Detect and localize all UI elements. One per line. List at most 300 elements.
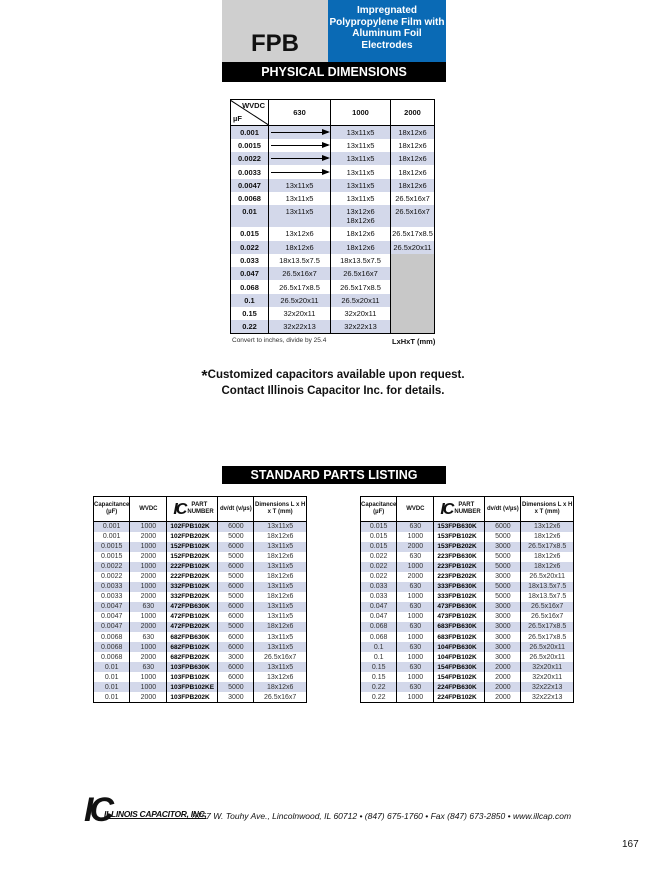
dvdt-cell: 3000	[218, 692, 254, 702]
dimension-cell: 13x12x6	[269, 227, 331, 240]
dimensions-cell: 13x11x5	[254, 542, 307, 552]
part-number-cell: 103FPB630K	[167, 662, 218, 672]
capacitance-cell: 0.068	[361, 622, 397, 632]
dimension-row	[231, 165, 435, 178]
part-row	[361, 532, 574, 542]
wvdc-header: WVDC	[397, 497, 434, 522]
wvdc-cell: 2000	[130, 622, 167, 632]
asterisk: *	[201, 368, 208, 385]
dvdt-cell: 5000	[485, 562, 521, 572]
part-row	[361, 592, 574, 602]
wvdc-cell: 1000	[397, 692, 434, 702]
dvdt-cell: 6000	[218, 542, 254, 552]
dvdt-cell: 3000	[485, 632, 521, 642]
wvdc-cell: 1000	[130, 672, 167, 682]
wvdc-cell: 630	[397, 522, 434, 532]
dimension-cell: 26.5x16x7	[331, 267, 391, 280]
wvdc-cell: 630	[130, 602, 167, 612]
capacitance-cell: 0.01	[104, 673, 119, 681]
dvdt-cell: 2000	[485, 692, 521, 702]
ic-logo-icon: IC	[173, 500, 186, 518]
part-row	[361, 642, 574, 652]
dimensions-cell: 18x12x6	[254, 622, 307, 632]
dimensions-cell: 32x20x11	[521, 662, 574, 672]
desc-line: Impregnated	[356, 5, 417, 16]
dvdt-cell: 5000	[485, 592, 521, 602]
capacitance-cell: 0.015	[240, 229, 259, 239]
wvdc-cell: 630	[397, 682, 434, 692]
dimensions-cell: 18x12x6	[254, 682, 307, 692]
dimensions-cell: 32x22x13	[521, 682, 574, 692]
capacitance-cell: 0.022	[369, 573, 388, 581]
dimension-cell: 18x13.5x7.5	[331, 254, 391, 267]
part-number-cell: 222FPB102K	[167, 562, 218, 572]
capacitance-cell: 0.047	[231, 267, 269, 280]
convert-note: Convert to inches, divide by 25.4	[232, 337, 327, 344]
wvdc-cell: 1000	[397, 532, 434, 542]
capacitance-cell: 0.033	[361, 582, 397, 592]
wvdc-cell: 630	[397, 552, 434, 562]
dimension-cell: 26.5x17x8.5	[331, 280, 391, 293]
dimension-cell	[269, 152, 331, 165]
dimension-cell: 13x11x5	[331, 179, 391, 192]
wvdc-cell: 1000	[397, 652, 434, 662]
dvdt-cell: 5000	[485, 532, 521, 542]
note-line: Contact Illinois Capacitor Inc. for details.	[221, 385, 445, 397]
col-1000: 1000	[331, 100, 391, 126]
col-630: 630	[269, 100, 331, 126]
wvdc-cell: 1000	[397, 672, 434, 682]
dimensions-cell: 13x11x5	[254, 602, 307, 612]
wvdc-cell: 1000	[130, 642, 167, 652]
dimension-row	[231, 254, 435, 267]
dimension-row	[231, 241, 435, 254]
part-number-cell: 223FPB102K	[434, 562, 485, 572]
dimension-cell: 13x11x5	[269, 179, 331, 192]
dimensions-cell: 13x11x5	[254, 522, 307, 532]
dimension-cell: 18x12x6	[391, 126, 435, 139]
dimensions-cell: 13x11x5	[254, 632, 307, 642]
capacitance-cell: 0.015	[361, 522, 397, 532]
part-number-cell: 152FPB102K	[167, 542, 218, 552]
part-row	[94, 572, 307, 582]
dvdt-cell: 6000	[218, 562, 254, 572]
physical-dimensions-heading: PHYSICAL DIMENSIONS	[222, 62, 446, 82]
desc-line: Polypropylene Film with	[329, 16, 445, 28]
part-row	[361, 602, 574, 612]
dimensions-header: Dimensions L x H x T (mm)	[254, 497, 307, 522]
dimension-cell: 18x12x6	[391, 179, 435, 192]
part-row	[94, 522, 307, 532]
dimension-cell: 32x22x13	[269, 320, 331, 333]
dimension-cell: 13x11x5	[331, 139, 391, 152]
dimension-cell	[391, 280, 435, 293]
dvdt-cell: 2000	[485, 672, 521, 682]
capacitance-cell: 0.0033	[94, 582, 130, 592]
part-row	[361, 662, 574, 672]
part-number-cell: 333FPB102K	[434, 592, 485, 602]
part-row	[94, 682, 307, 692]
capacitance-cell: 0.0047	[94, 602, 130, 612]
dimensions-cell: 26.5x20x11	[521, 572, 574, 582]
part-row	[361, 582, 574, 592]
dimensions-cell: 18x12x6	[521, 552, 574, 562]
part-number-cell: 153FPB630K	[434, 522, 485, 532]
part-number-cell: 153FPB102K	[434, 532, 485, 542]
dimensions-cell: 26.5x20x11	[521, 652, 574, 662]
wvdc-cell: 1000	[130, 612, 167, 622]
dvdt-cell: 6000	[218, 522, 254, 532]
parts-table-right	[360, 496, 574, 703]
dimension-cell	[391, 267, 435, 280]
corner-header	[231, 100, 269, 126]
capacitance-cell: 0.01	[104, 693, 119, 701]
dimension-cell	[331, 205, 391, 227]
dimension-cell: 26.5x20x11	[269, 294, 331, 307]
part-number-cell: 154FPB102K	[434, 672, 485, 682]
wvdc-cell: 2000	[130, 652, 167, 662]
part-number-cell: 472FPB202K	[167, 622, 218, 632]
wvdc-cell: 1000	[130, 682, 167, 692]
capacitance-cell: 0.022	[231, 241, 269, 254]
company-name: ILLINOIS CAPACITOR, INC.	[104, 809, 207, 819]
dvdt-cell: 6000	[218, 672, 254, 682]
capacitance-cell: 0.0022	[231, 152, 269, 165]
dvdt-cell: 6000	[218, 582, 254, 592]
standard-parts-heading: STANDARD PARTS LISTING	[222, 466, 446, 484]
capacitance-cell: 0.022	[361, 562, 397, 572]
dvdt-header: dv/dt (v/µs)	[218, 497, 254, 522]
dimensions-cell: 26.5x17x8.5	[521, 632, 574, 642]
part-row	[361, 672, 574, 682]
dimension-row	[231, 126, 435, 139]
dimension-row	[231, 139, 435, 152]
capacitance-cell: 0.0033	[100, 593, 123, 601]
dimension-cell	[391, 320, 435, 333]
dimension-option: 18x12x6	[346, 216, 375, 226]
part-number-cell: 102FPB202K	[167, 532, 218, 542]
dimension-row	[231, 179, 435, 192]
part-number-cell: 472FPB102K	[167, 612, 218, 622]
part-number-cell: 103FPB202K	[167, 692, 218, 702]
dimensions-cell: 18x12x6	[521, 562, 574, 572]
dimensions-cell: 26.5x17x8.5	[521, 542, 574, 552]
desc-line: Electrodes	[361, 39, 413, 51]
capacitance-cell: 0.0068	[100, 653, 123, 661]
capacitance-cell: 0.22	[361, 682, 397, 692]
dvdt-header: dv/dt (v/µs)	[485, 497, 521, 522]
part-number-cell: 682FPB202K	[167, 652, 218, 662]
dimension-cell	[269, 126, 331, 139]
part-number-header	[167, 497, 218, 522]
dimension-row	[231, 227, 435, 240]
part-number-cell: 333FPB630K	[434, 582, 485, 592]
note-line: Customized capacitors available upon request.	[207, 369, 465, 381]
capacitance-cell: 0.015	[361, 542, 397, 552]
dvdt-cell: 6000	[218, 612, 254, 622]
dimensions-table	[230, 99, 435, 334]
dvdt-cell: 6000	[218, 602, 254, 612]
part-row	[361, 542, 574, 552]
capacitance-cell: 0.1	[373, 653, 384, 661]
dimension-cell: 18x12x6	[331, 227, 391, 240]
dimension-cell: 26.5x16x7	[391, 205, 435, 227]
part-number-cell: 472FPB630K	[167, 602, 218, 612]
wvdc-cell: 630	[397, 642, 434, 652]
part-row	[94, 582, 307, 592]
dimension-cell: 18x12x6	[269, 241, 331, 254]
dvdt-cell: 5000	[485, 582, 521, 592]
capacitance-cell: 0.001	[231, 126, 269, 139]
part-number-header	[434, 497, 485, 522]
wvdc-cell: 1000	[397, 612, 434, 622]
dvdt-cell: 5000	[218, 532, 254, 542]
part-row	[94, 672, 307, 682]
dimension-cell	[391, 254, 435, 267]
dimension-cell: 32x20x11	[269, 307, 331, 320]
uf-label: µF	[233, 114, 242, 123]
company-address: 3757 W. Touhy Ave., Lincolnwood, IL 60712 • (847) 675-1760 • Fax (847) 673-2850 • www.illcap.com	[192, 811, 572, 821]
dvdt-cell: 6000	[218, 642, 254, 652]
arrow-right-icon	[271, 172, 328, 173]
dimensions-cell: 26.5x16x7	[521, 602, 574, 612]
dimensions-header: Dimensions L x H x T (mm)	[521, 497, 574, 522]
part-row	[94, 662, 307, 672]
page-number: 167	[622, 839, 639, 850]
dimensions-cell: 18x13.5x7.5	[521, 582, 574, 592]
dvdt-cell: 5000	[485, 552, 521, 562]
dimension-option: 13x12x6	[346, 207, 375, 217]
part-row	[361, 552, 574, 562]
dimension-cell: 26.5x20x11	[391, 241, 435, 254]
wvdc-cell: 1000	[130, 562, 167, 572]
ic-logo-mark: IC	[84, 791, 110, 829]
part-row	[361, 682, 574, 692]
dimension-row	[231, 267, 435, 280]
wvdc-label: WVDC	[242, 101, 265, 110]
part-number-cell: 683FPB102K	[434, 632, 485, 642]
dimension-cell	[391, 307, 435, 320]
part-number-cell: 153FPB202K	[434, 542, 485, 552]
dvdt-cell: 3000	[485, 602, 521, 612]
dimension-cell: 18x12x6	[391, 139, 435, 152]
series-code: FPB	[251, 30, 299, 57]
capacitance-cell: 0.0068	[100, 633, 123, 641]
part-row	[361, 562, 574, 572]
dimensions-cell: 13x11x5	[254, 642, 307, 652]
wvdc-cell: 630	[397, 582, 434, 592]
part-row	[94, 552, 307, 562]
dimensions-cell: 26.5x17x8.5	[521, 622, 574, 632]
dimension-cell: 26.5x17x8.5	[391, 227, 435, 240]
arrow-right-icon	[271, 158, 328, 159]
part-row	[361, 632, 574, 642]
capacitance-cell: 0.0047	[100, 613, 123, 621]
dimension-row	[231, 320, 435, 333]
capacitance-cell: 0.22	[231, 320, 269, 333]
wvdc-cell: 630	[397, 602, 434, 612]
part-number-label: PART NUMBER	[454, 502, 481, 515]
part-number-cell: 224FPB630K	[434, 682, 485, 692]
dimensions-cell: 13x11x5	[254, 612, 307, 622]
capacitance-cell: 0.0015	[94, 542, 130, 552]
wvdc-header: WVDC	[130, 497, 167, 522]
wvdc-cell: 2000	[130, 532, 167, 542]
part-row	[361, 572, 574, 582]
dimension-row	[231, 294, 435, 307]
wvdc-cell: 2000	[130, 592, 167, 602]
part-row	[94, 612, 307, 622]
wvdc-cell: 1000	[130, 582, 167, 592]
dvdt-cell: 3000	[485, 572, 521, 582]
dimension-cell: 18x12x6	[391, 152, 435, 165]
units-label: LxHxT (mm)	[392, 337, 436, 346]
part-number-cell: 683FPB630K	[434, 622, 485, 632]
capacitance-cell: 0.15	[361, 662, 397, 672]
part-row	[361, 652, 574, 662]
dimension-cell: 13x11x5	[331, 152, 391, 165]
dimension-row	[231, 307, 435, 320]
capacitance-cell: 0.033	[369, 593, 388, 601]
dimensions-cell: 18x12x6	[521, 532, 574, 542]
capacitance-cell: 0.047	[361, 602, 397, 612]
part-row	[361, 612, 574, 622]
dimension-cell: 26.5x17x8.5	[269, 280, 331, 293]
dimension-row	[231, 152, 435, 165]
part-number-cell: 224FPB102K	[434, 692, 485, 702]
part-row	[361, 692, 574, 702]
dimensions-cell: 13x12x6	[521, 522, 574, 532]
wvdc-cell: 630	[130, 632, 167, 642]
capacitance-cell: 0.0033	[238, 167, 261, 177]
dimensions-cell: 18x12x6	[254, 592, 307, 602]
capacitance-cell: 0.033	[240, 256, 259, 266]
wvdc-cell: 2000	[130, 552, 167, 562]
wvdc-cell: 2000	[397, 542, 434, 552]
wvdc-cell: 1000	[397, 632, 434, 642]
part-number-cell: 332FPB102K	[167, 582, 218, 592]
dvdt-cell: 6000	[218, 632, 254, 642]
part-number-cell: 102FPB102K	[167, 522, 218, 532]
capacitance-cell: 0.1	[361, 642, 397, 652]
dimension-cell: 13x11x5	[269, 192, 331, 205]
custom-note	[150, 368, 516, 399]
dimension-cell: 13x11x5	[269, 205, 331, 227]
part-number-cell: 223FPB630K	[434, 552, 485, 562]
part-row	[94, 532, 307, 542]
dimensions-cell: 26.5x16x7	[521, 612, 574, 622]
capacitance-cell: 0.0022	[100, 573, 123, 581]
part-number-cell: 103FPB102KE	[167, 682, 218, 692]
part-number-cell: 152FPB202K	[167, 552, 218, 562]
dimension-cell: 32x20x11	[331, 307, 391, 320]
part-number-cell: 682FPB630K	[167, 632, 218, 642]
capacitance-cell: 0.0068	[94, 642, 130, 652]
dvdt-cell: 3000	[485, 652, 521, 662]
arrow-right-icon	[271, 132, 328, 133]
dimensions-cell: 18x12x6	[254, 572, 307, 582]
dimension-cell: 13x11x5	[331, 192, 391, 205]
dimension-cell	[391, 294, 435, 307]
part-number-cell: 104FPB102K	[434, 652, 485, 662]
wvdc-cell: 630	[397, 662, 434, 672]
wvdc-cell: 1000	[397, 592, 434, 602]
dvdt-cell: 5000	[218, 682, 254, 692]
capacitance-cell: 0.047	[369, 613, 388, 621]
part-number-cell: 223FPB202K	[434, 572, 485, 582]
dimension-cell: 32x22x13	[331, 320, 391, 333]
dvdt-cell: 3000	[485, 612, 521, 622]
col-2000: 2000	[391, 100, 435, 126]
wvdc-cell: 1000	[130, 542, 167, 552]
part-row	[361, 622, 574, 632]
dvdt-cell: 6000	[218, 662, 254, 672]
wvdc-cell: 2000	[130, 572, 167, 582]
capacitance-cell: 0.0022	[94, 562, 130, 572]
part-row	[94, 652, 307, 662]
dimension-row	[231, 192, 435, 205]
part-number-cell: 473FPB102K	[434, 612, 485, 622]
part-row	[94, 692, 307, 702]
part-row	[94, 632, 307, 642]
dvdt-cell: 3000	[485, 542, 521, 552]
dvdt-cell: 2000	[485, 662, 521, 672]
wvdc-cell: 630	[130, 662, 167, 672]
capacitance-header: Capacitance (µF)	[94, 497, 130, 522]
dimensions-cell: 18x12x6	[254, 552, 307, 562]
wvdc-cell: 2000	[397, 572, 434, 582]
capacitance-cell: 0.001	[102, 533, 121, 541]
capacitance-cell: 0.001	[94, 522, 130, 532]
part-row	[361, 522, 574, 532]
dimension-row	[231, 205, 435, 227]
part-row	[94, 542, 307, 552]
capacitance-header: Capacitance (µF)	[361, 497, 397, 522]
dimensions-cell: 32x22x13	[521, 692, 574, 702]
dimensions-cell: 13x11x5	[254, 582, 307, 592]
part-row	[94, 622, 307, 632]
capacitance-cell: 0.15	[371, 673, 386, 681]
dvdt-cell: 5000	[218, 622, 254, 632]
part-number-cell: 103FPB102K	[167, 672, 218, 682]
dvdt-cell: 3000	[485, 642, 521, 652]
dimensions-cell: 26.5x16x7	[254, 652, 307, 662]
company-logo	[84, 791, 207, 829]
capacitance-cell: 0.068	[240, 282, 259, 292]
capacitance-cell: 0.022	[369, 553, 388, 561]
dimensions-cell: 13x11x5	[254, 662, 307, 672]
capacitance-cell: 0.068	[369, 633, 388, 641]
desc-line: Aluminum Foil	[352, 28, 422, 39]
dimension-cell: 18x12x6	[391, 165, 435, 178]
dimensions-cell: 18x12x6	[254, 532, 307, 542]
capacitance-cell: 0.01	[94, 682, 130, 692]
capacitance-cell: 0.0047	[231, 179, 269, 192]
capacitance-cell: 0.01	[231, 205, 269, 227]
capacitance-cell: 0.0015	[238, 140, 261, 150]
dvdt-cell: 5000	[218, 572, 254, 582]
part-row	[94, 592, 307, 602]
dimension-cell: 13x11x5	[331, 165, 391, 178]
wvdc-cell: 2000	[130, 692, 167, 702]
capacitance-cell: 0.015	[369, 533, 388, 541]
part-number-cell: 222FPB202K	[167, 572, 218, 582]
wvdc-cell: 1000	[397, 562, 434, 572]
dimensions-cell: 13x12x6	[254, 672, 307, 682]
dvdt-cell: 3000	[485, 622, 521, 632]
dimension-cell: 26.5x20x11	[331, 294, 391, 307]
part-number-cell: 332FPB202K	[167, 592, 218, 602]
